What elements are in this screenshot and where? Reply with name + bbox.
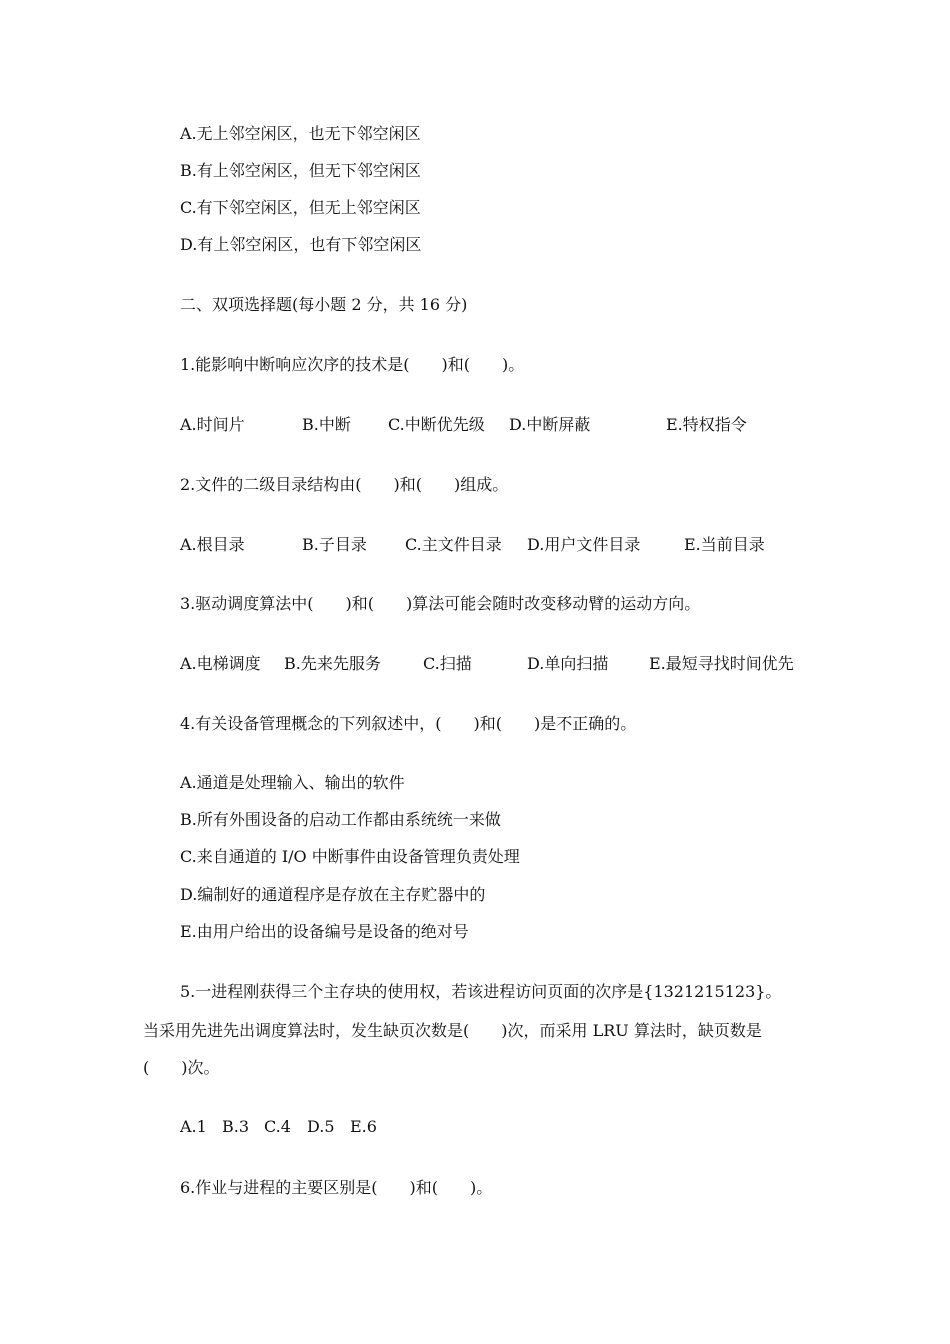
question-stem-continued: 当采用先进先出调度算法时，发生缺页次数是( )次，而采用 LRU 算法时，缺页数是 — [143, 1021, 762, 1040]
question-stem: 5.一进程刚获得三个主存块的使用权，若该进程访问页面的次序是{1321215123}。 — [180, 982, 782, 1001]
option-line: D.编制好的通道程序是存放在主存贮器中的 — [180, 885, 486, 904]
option: E.特权指令 — [666, 415, 747, 434]
option: A.电梯调度 — [180, 654, 261, 673]
option-line: B.所有外围设备的启动工作都由系统统一来做 — [180, 810, 501, 829]
option: E.当前目录 — [684, 535, 765, 554]
option: E.6 — [350, 1117, 377, 1136]
option: B.子目录 — [302, 535, 367, 554]
option-line: C.来自通道的 I/O 中断事件由设备管理负责处理 — [180, 847, 520, 866]
option: B.3 — [222, 1117, 250, 1136]
question-stem: 4.有关设备管理概念的下列叙述中，( )和( )是不正确的。 — [180, 714, 637, 733]
option: C.扫描 — [423, 654, 472, 673]
question-stem: 2.文件的二级目录结构由( )和( )组成。 — [180, 475, 509, 494]
option: D.单向扫描 — [527, 654, 609, 673]
option-line: B.有上邻空闲区，但无下邻空闲区 — [180, 161, 421, 180]
option-line: A.无上邻空闲区，也无下邻空闲区 — [180, 124, 421, 143]
option: C.主文件目录 — [405, 535, 502, 554]
option-line: D.有上邻空闲区，也有下邻空闲区 — [180, 235, 422, 254]
option: D.中断屏蔽 — [509, 415, 591, 434]
question-stem: 1.能影响中断响应次序的技术是( )和( )。 — [180, 355, 525, 374]
section-heading: 二、双项选择题(每小题 2 分，共 16 分) — [180, 295, 468, 314]
option-line: A.通道是处理输入、输出的软件 — [180, 773, 405, 792]
option-line: C.有下邻空闲区，但无上邻空闲区 — [180, 198, 421, 217]
question-stem: 3.驱动调度算法中( )和( )算法可能会随时改变移动臂的运动方向。 — [180, 594, 701, 613]
option: C.中断优先级 — [388, 415, 485, 434]
option: C.4 — [264, 1117, 291, 1136]
option: B.先来先服务 — [284, 654, 381, 673]
question-stem-continued: ( )次。 — [143, 1058, 220, 1077]
option: A.根目录 — [180, 535, 245, 554]
option: D.5 — [307, 1117, 335, 1136]
option: D.用户文件目录 — [527, 535, 641, 554]
option: E.最短寻找时间优先 — [649, 654, 794, 673]
option: A.时间片 — [180, 415, 245, 434]
question-stem: 6.作业与进程的主要区别是( )和( )。 — [180, 1178, 493, 1197]
option: B.中断 — [302, 415, 351, 434]
option-line: E.由用户给出的设备编号是设备的绝对号 — [180, 922, 469, 941]
option: A.1 — [180, 1117, 207, 1136]
